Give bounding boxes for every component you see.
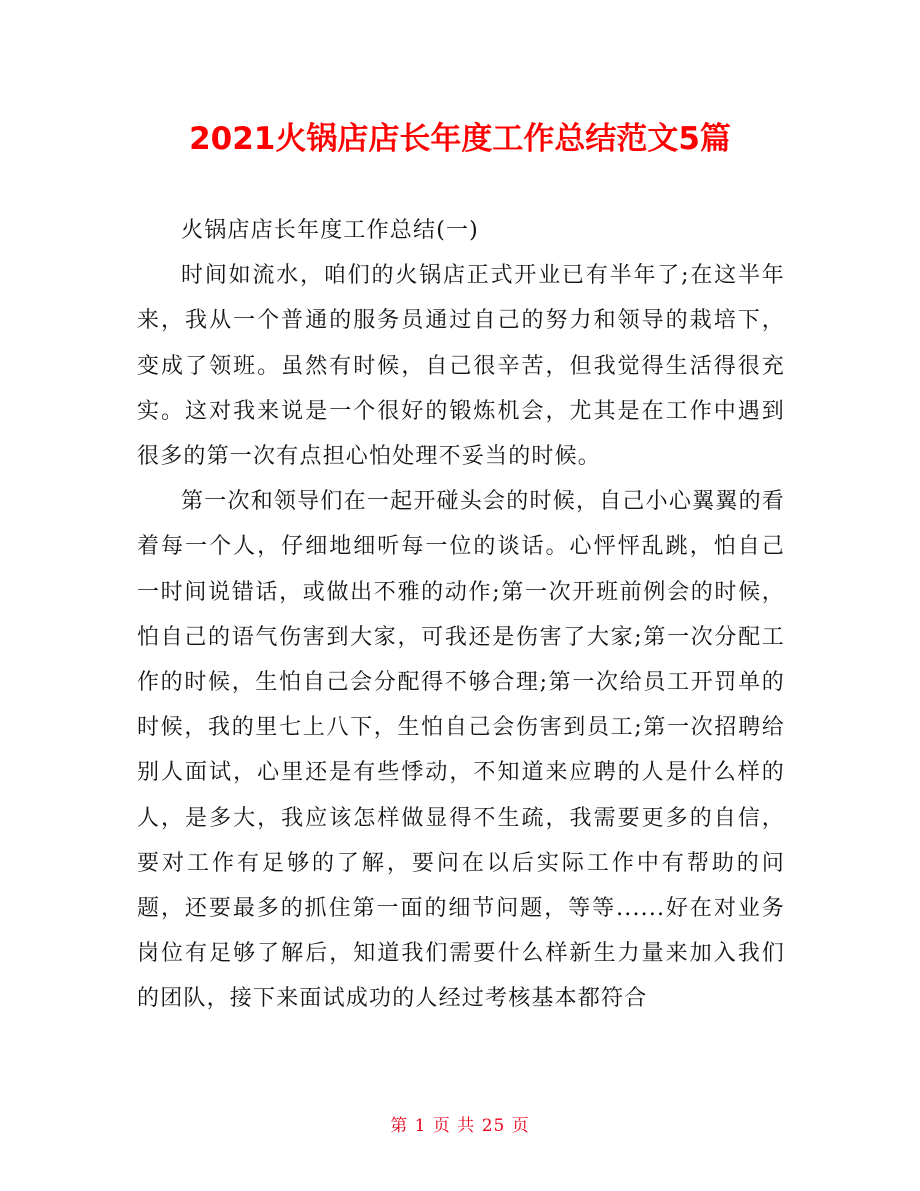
paragraph: 时间如流水，咱们的火锅店正式开业已有半年了;在这半年来，我从一个普通的服务员通过自己的努力和领导的栽培下，变成了领班。虽然有时候，自己很辛苦，但我觉得生活得很充实。这对我来说是一个很好的锻炼机会，尤其是在工作中遇到很多的第一次有点担心怕处理不妥当的时候。: [137, 263, 785, 470]
document-title: 2021火锅店店长年度工作总结范文5篇: [189, 121, 731, 157]
document-body: [137, 208, 785, 1022]
section-heading: 火锅店店长年度工作总结(一): [181, 218, 479, 243]
paragraph: 第一次和领导们在一起开碰头会的时候，自己小心翼翼的看着每一个人，仔细地细听每一位的谈话。心怦怦乱跳，怕自己一时间说错话，或做出不雅的动作;第一次开班前例会的时候，怕自己的语气伤害到大家，可我还是伤害了大家;第一次分配工作的时候，生怕自己会分配得不够合理;第一次给员工开罚单的时候，我的里七上八下，生怕自己会伤害到员工;第一次招聘给别人面试，心里还是有些悸动，不知道来应聘的人是什么样的人，是多大，我应该怎样做显得不生疏，我需要更多的自信，要对工作有足够的了解，要问在以后实际工作中有帮助的问题，还要最多的抓住第一面的细节问题，等等......好在对业务岗位有足够了解后，知道我们需要什么样新生力量来加入我们的团队，接下来面试成功的人经过考核基本都符合: [137, 489, 785, 1012]
page-number-footer: 第 1 页 共 25 页: [390, 1116, 530, 1136]
